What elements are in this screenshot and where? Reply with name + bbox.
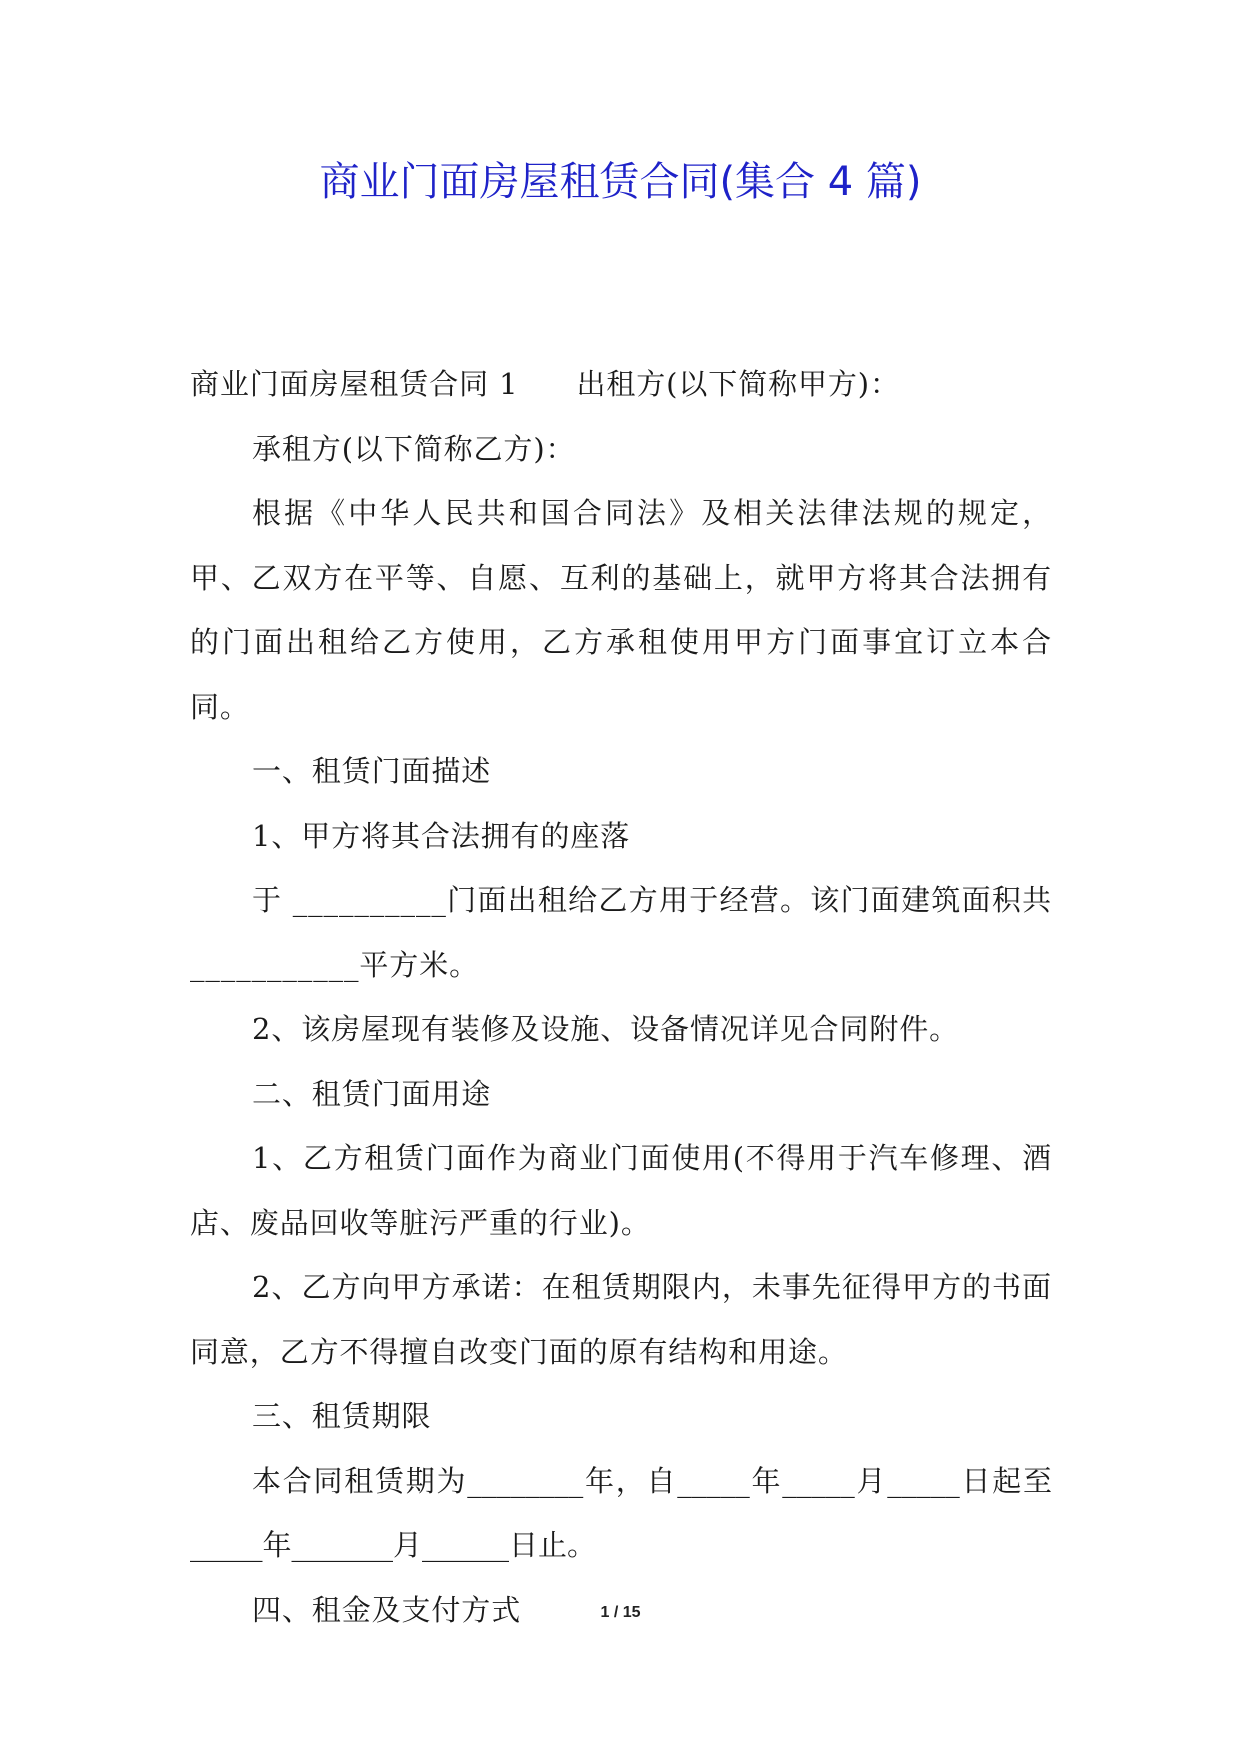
document-body: [190, 352, 1052, 1642]
clause-1-1-continued: 于 __________门面出租给乙方用于经营。该门面建筑面积共___________平方米。: [190, 883, 1052, 982]
lessor-label: 出租方(以下简称甲方)：: [576, 367, 900, 401]
lessee-label: 承租方(以下简称乙方)：: [252, 431, 576, 466]
page-number: 1 / 15: [600, 1604, 641, 1621]
preamble-paragraph: 根据《中华人民共和国合同法》及相关法律法规的规定，甲、乙双方在平等、自愿、互利的基础上，就甲方将其合法拥有的门面出租给乙方使用，乙方承租使用甲方门面事宜订立本合同。: [190, 496, 1052, 724]
clause-1-1: 1、甲方将其合法拥有的座落: [252, 818, 631, 853]
section-4-heading: 四、租金及支付方式: [252, 1592, 522, 1627]
contract-heading: 商业门面房屋租赁合同 1: [190, 367, 519, 401]
document-title: 商业门面房屋租赁合同(集合 4 篇): [319, 159, 922, 205]
clause-2-2: 2、乙方向甲方承诺：在租赁期限内，未事先征得甲方的书面同意，乙方不得擅自改变门面的原有结构和用途。: [190, 1270, 1052, 1369]
clause-1-2: 2、该房屋现有装修及设施、设备情况详见合同附件。: [252, 1012, 960, 1046]
clause-2-1: 1、乙方租赁门面作为商业门面使用(不得用于汽车修理、酒店、废品回收等脏污严重的行业)。: [190, 1141, 1052, 1240]
section-1-heading: 一、租赁门面描述: [252, 754, 492, 788]
opening-line: [190, 352, 1052, 417]
section-2-heading: 二、租赁门面用途: [252, 1076, 492, 1111]
lease-term-clause: 本合同租赁期为________年，自_____年_____月_____日起至_____年_______月______日止。: [190, 1463, 1052, 1562]
section-3-heading: 三、租赁期限: [252, 1399, 432, 1433]
